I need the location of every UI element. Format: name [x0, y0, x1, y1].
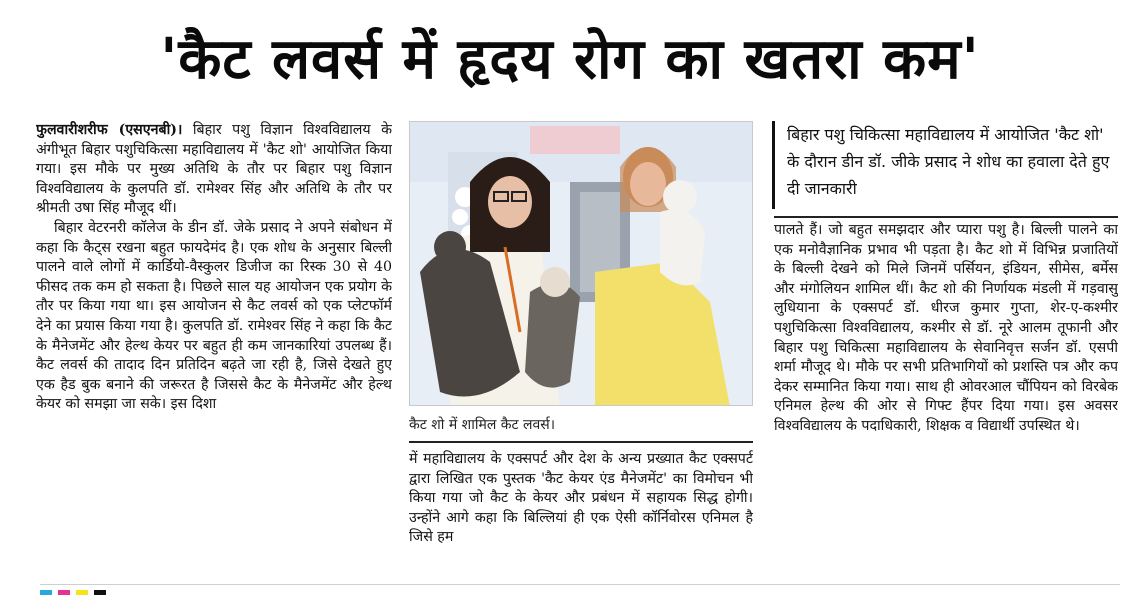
highlight-box: बिहार पशु चिकित्सा महाविद्यालय में आयोजित 'कैट शो' के दौरान डीन डॉ. जीके प्रसाद ने शोध का हवाला देते हुए दी जानकारी — [787, 125, 1110, 198]
article-column-right — [774, 221, 1118, 576]
dateline: फुलवारीशरीफ (एसएनबी)। — [36, 122, 183, 138]
article-paragraph — [36, 121, 392, 219]
highlight-bar — [772, 121, 775, 209]
photo-caption: कैट शो में शामिल कैट लवर्स। — [409, 417, 556, 433]
registration-marks — [40, 590, 106, 595]
photo-illustration — [410, 122, 753, 406]
cat-lovers-photo — [409, 121, 753, 406]
highlight-divider — [774, 216, 1118, 218]
article-paragraph: बिहार वेटरनरी कॉलेज के डीन डॉ. जेके प्रसाद ने अपने संबोधन में कहा कि कैट्स रखना बहुत फायदेमंद है। एक शोध के अनुसार बिल्ली पालने वाले लोगों में कार्डियो-वैस्कुलर डिजीज का रिस्क 30 से 40 फीसद तक कम हो सकता है। पिछले साल यह आयोजन एक प्रयोग के तौर पर किया गया था। इस आयोजन से कैट लवर्स को एक प्लेटफॉर्म देने का प्रयास किया गया है। कुलपति डॉ. रामेश्वर सिंह ने कहा कि कैट के मैनेजमेंट और हेल्थ केयर पर बहुत ही कम जानकारियां उपलब्ध हैं। कैट लवर्स की तादाद दिन प्रतिदिन बढ़ते जा रही है, जिसे देखते हुए एक हैड बुक बनाने की जरूरत है जिससे कैट के मैनेजमेंट और हेल्थ केयर को समझा जा सके। इस दिशा — [36, 219, 392, 413]
article-paragraph: में महाविद्यालय के एक्सपर्ट और देश के अन्य प्रख्यात कैट एक्सपर्ट द्वारा लिखित एक पुस्तक 'कैट केयर एंड मैनेजमेंट' का विमोचन भी किया गया जो कैट के केयर और प्रबंधन में सहायक सिद्ध होगी। उन्होंने आगे कहा कि बिल्लियां ही एक ऐसी कॉर्निवोरस एनिमल है जिसे हम — [409, 451, 753, 546]
registration-mark — [76, 590, 88, 595]
registration-mark — [94, 590, 106, 595]
article-paragraph: पालते हैं। जो बहुत समझदार और प्यारा पशु है। बिल्ली पालने का एक मनोवैज्ञानिक प्रभाव भी पड़ता है। कैट शो में विभिन्न प्रजातियों के बिल्ली देखने को मिले जिनमें पर्सियन, इंडियन, सीमेस, बर्मेस और मंगोलियन शामिल थीं। कैट शो की निर्णायक मंडली में गड़वासु लुधियाना के एक्सपर्ट डॉ. धीरज कुमार गुप्ता, शेर-ए-कश्मीर पशुचिकित्सा विश्वविद्यालय, कश्मीर से डॉ. नूरे आलम तूफानी और बिहार पशु चिकित्सा महाविद्यालय के सेवानिवृत्त सर्जन डॉ. एसपी शर्मा मौजूद थे। मौके पर सभी प्रतिभागियों को प्रशस्ति पत्र और कप देकर सम्मानित किया गया। साथ ही ओवरआल चौंपियन को विरबेक एनिमल हेल्थ की ओर से गिफ्ट हैंपर दिया गया। इस अवसर विश्वविद्यालय के पदाधिकारी, शिक्षक व विद्यार्थी उपस्थित थे। — [774, 222, 1118, 434]
caption-divider — [409, 441, 753, 443]
page-bottom-rule — [40, 584, 1120, 585]
article-column-left — [36, 121, 392, 576]
registration-mark — [40, 590, 52, 595]
paragraph-text: बिहार पशु विज्ञान विश्वविद्यालय के अंगीभूत बिहार पशुचिकित्सा महाविद्यालय में 'कैट शो' आयोजित किया गया। इस मौके पर मुख्य अतिथि के तौर पर बिहार पशु विज्ञान विश्वविद्यालय के कुलपति डॉ. रामेश्वर सिंह और अतिथि के तौर पर श्रीमती उषा सिंह मौजूद थीं। — [36, 122, 392, 217]
registration-mark — [58, 590, 70, 595]
headline: 'कैट लवर्स में हृदय रोग का खतरा कम' — [160, 27, 980, 92]
article-column-middle — [409, 450, 753, 576]
